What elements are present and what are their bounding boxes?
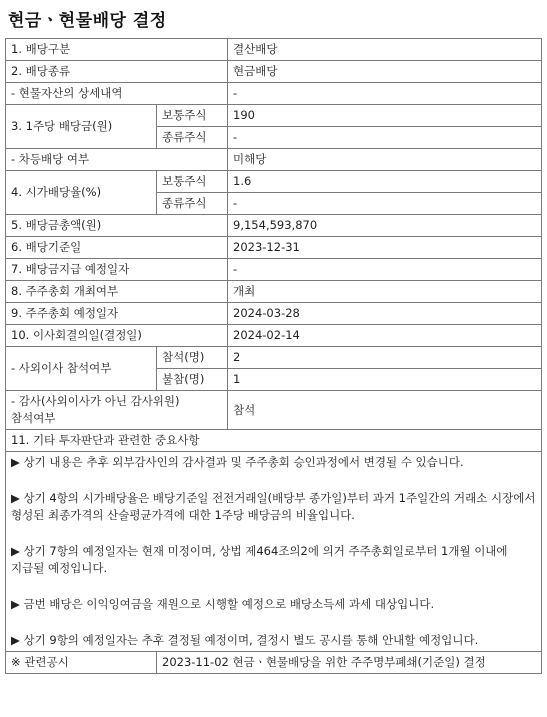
note-paragraph: ▶ 상기 내용은 추후 외부감사인의 감사결과 및 주주총회 승인과정에서 변경될 수 있습니다. [11,455,464,469]
row-value: 미해당 [228,149,542,171]
row-value: 결산배당 [228,39,542,61]
note-paragraph: ▶ 금번 배당은 이익잉여금을 재원으로 시행할 예정으로 배당소득세 과세 대상입니다. [11,597,435,611]
row-value: 1.6 [228,171,542,193]
table-row [6,83,542,105]
table-row [6,430,542,452]
row-label: 3. 1주당 배당금(원) [6,105,157,149]
sub-label: 종류주식 [157,127,228,149]
table-row [6,105,542,127]
row-value: 2 [228,347,542,369]
row-label: 1. 배당구분 [6,39,228,61]
dividend-disclosure-table [5,38,542,674]
row-label: 4. 시가배당율(%) [6,171,157,215]
row-label: 8. 주주총회 개최여부 [6,281,228,303]
row-value: 현금배당 [228,61,542,83]
row-value: - [228,259,542,281]
table-row [6,347,542,369]
row-label: 10. 이사회결의일(결정일) [6,325,228,347]
note-paragraph: ▶ 상기 7항의 예정일자는 현재 미정이며, 상법 제464조의2에 의거 주주총회일로부터 1개월 이내에 지급될 예정입니다. [11,544,508,575]
row-value: 190 [228,105,542,127]
row-value: 1 [228,369,542,391]
related-disclosure-label: ※ 관련공시 [6,652,157,674]
sub-label: 보통주식 [157,171,228,193]
row-value: 개최 [228,281,542,303]
row-label: - 사외이사 참석여부 [6,347,157,391]
table-row [6,61,542,83]
table-row [6,303,542,325]
note-paragraph: ▶ 상기 4항의 시가배당율은 배당기준일 전전거래일(배당부 종가일)부터 과거 1주일간의 거래소 시장에서 형성된 최종가격의 산술평균가격에 대한 1주당 배당금의 비율입니다. [11,491,536,522]
row-label: 11. 기타 투자판단과 관련한 중요사항 [6,430,542,452]
table-row [6,325,542,347]
row-label: 6. 배당기준일 [6,237,228,259]
table-row [6,281,542,303]
row-label: 5. 배당금총액(원) [6,215,228,237]
row-value: 2023-12-31 [228,237,542,259]
row-label: 7. 배당금지급 예정일자 [6,259,228,281]
row-label: 9. 주주총회 예정일자 [6,303,228,325]
row-value: - [228,193,542,215]
sub-label: 종류주식 [157,193,228,215]
row-value: 참석 [228,391,542,430]
row-label: - 현물자산의 상세내역 [6,83,228,105]
table-row [6,149,542,171]
sub-label: 참석(명) [157,347,228,369]
table-row [6,259,542,281]
table-row [6,652,542,674]
row-label: 2. 배당종류 [6,61,228,83]
row-value: 2024-02-14 [228,325,542,347]
table-row [6,391,542,430]
row-label: - 차등배당 여부 [6,149,228,171]
row-value: 9,154,593,870 [228,215,542,237]
notes-cell [6,452,542,652]
related-disclosure-link[interactable]: 2023-11-02 현금ㆍ현물배당을 위한 주주명부폐쇄(기준일) 결정 [157,652,542,674]
page-title: 현금ㆍ현물배당 결정 [8,11,167,31]
table-row [6,452,542,652]
table-row [6,237,542,259]
sub-label: 보통주식 [157,105,228,127]
table-row [6,39,542,61]
row-value: - [228,127,542,149]
row-label: - 감사(사외이사가 아닌 감사위원) 참석여부 [6,391,228,430]
table-row [6,215,542,237]
table-row [6,171,542,193]
note-paragraph: ▶ 상기 9항의 예정일자는 추후 결정될 예정이며, 결정시 별도 공시를 통해 안내할 예정입니다. [11,633,479,647]
row-value: 2024-03-28 [228,303,542,325]
sub-label: 불참(명) [157,369,228,391]
row-value: - [228,83,542,105]
